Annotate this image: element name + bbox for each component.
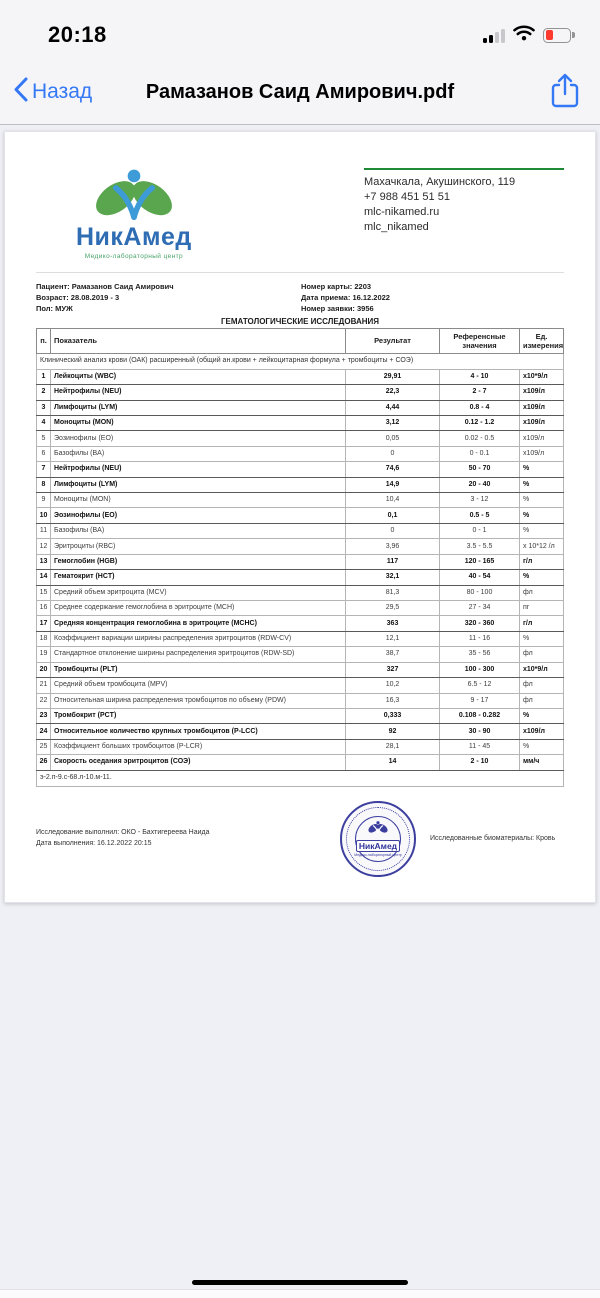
clinic-logo: [76, 168, 192, 260]
row-number: 25: [37, 739, 51, 754]
parameter-name: Гемоглобин (HGB): [51, 554, 346, 569]
row-number: 23: [37, 708, 51, 723]
unit-label: г/л: [520, 554, 564, 569]
reference-range: 0 - 0.1: [440, 446, 520, 461]
table-row: [37, 385, 564, 400]
parameter-name: Средняя концентрация гемоглобина в эритроците (MCHC): [51, 616, 346, 631]
result-value: 0,1: [346, 508, 440, 523]
parameter-name: Лимфоциты (LYM): [51, 400, 346, 415]
reference-range: 50 - 70: [440, 462, 520, 477]
row-number: 3: [37, 400, 51, 415]
table-row: [37, 755, 564, 770]
unit-label: x 10*12 /л: [520, 539, 564, 554]
col-header-result: Результат: [346, 328, 440, 353]
parameter-name: Лейкоциты (WBC): [51, 369, 346, 384]
row-number: 22: [37, 693, 51, 708]
unit-label: %: [520, 493, 564, 508]
unit-label: x10*9/л: [520, 369, 564, 384]
unit-label: %: [520, 708, 564, 723]
clinic-stamp: [340, 801, 416, 877]
table-row: [37, 554, 564, 569]
col-header-unit: Ед. измерения: [520, 328, 564, 353]
result-value: 74,6: [346, 462, 440, 477]
result-value: 92: [346, 724, 440, 739]
row-number: 8: [37, 477, 51, 492]
unit-label: фл: [520, 647, 564, 662]
table-row: [37, 477, 564, 492]
unit-label: %: [520, 739, 564, 754]
reference-range: 40 - 54: [440, 570, 520, 585]
col-header-parameter: Показатель: [51, 328, 346, 353]
col-header-number: п.: [37, 328, 51, 353]
result-value: 29,91: [346, 369, 440, 384]
parameter-name: Средний объем эритроцита (MCV): [51, 585, 346, 600]
table-row: [37, 570, 564, 585]
clinic-tagline: Медико-лабораторный центр: [84, 253, 183, 260]
clock: 20:18: [48, 22, 107, 47]
table-footnote: э-2.п-9.с-68.л-10.м-11.: [37, 770, 564, 786]
parameter-name: Эозинофилы (EO): [51, 508, 346, 523]
clinic-social: mlc_nikamed: [364, 220, 429, 233]
table-row: [37, 508, 564, 523]
result-value: 22,3: [346, 385, 440, 400]
reference-range: 11 - 16: [440, 631, 520, 646]
parameter-name: Тромбокрит (PCT): [51, 708, 346, 723]
row-number: 7: [37, 462, 51, 477]
result-value: 14,9: [346, 477, 440, 492]
table-row: [37, 446, 564, 461]
back-button[interactable]: [14, 77, 92, 107]
unit-label: %: [520, 477, 564, 492]
header-divider: [36, 272, 564, 273]
battery-icon: [543, 28, 575, 43]
reference-range: 3.5 - 5.5: [440, 539, 520, 554]
parameter-name: Среднее содержание гемоглобина в эритроците (MCH): [51, 601, 346, 616]
reference-range: 4 - 10: [440, 369, 520, 384]
panel-subtitle: Клинический анализ крови (ОАК) расширенный (общий ан.крови + лейкоцитарная формула + тромбоциты + СОЭ): [37, 353, 564, 369]
parameter-name: Относительная ширина распределения тромбоцитов по объему (PDW): [51, 693, 346, 708]
result-value: 363: [346, 616, 440, 631]
clinic-phone: +7 988 451 51 51: [364, 190, 450, 203]
table-row: [37, 678, 564, 693]
document-title: Рамазанов Саид Амирович.pdf: [145, 80, 455, 103]
ios-top-chrome: [0, 0, 600, 125]
lab-table-body: [37, 353, 564, 770]
parameter-name: Средний объем тромбоцита (MPV): [51, 678, 346, 693]
reference-range: 120 - 165: [440, 554, 520, 569]
unit-label: фл: [520, 693, 564, 708]
patient-name-line: Пациент: Рамазанов Саид Амирович: [36, 282, 174, 291]
reference-range: 9 - 17: [440, 693, 520, 708]
home-indicator[interactable]: [192, 1280, 408, 1285]
unit-label: x109/л: [520, 415, 564, 430]
result-value: 3,96: [346, 539, 440, 554]
result-value: 0,05: [346, 431, 440, 446]
stamp-clinic-name: НикАмед: [356, 840, 400, 852]
parameter-name: Эритроциты (RBC): [51, 539, 346, 554]
reference-range: 30 - 90: [440, 724, 520, 739]
reference-range: 2 - 10: [440, 755, 520, 770]
parameter-name: Моноциты (MON): [51, 415, 346, 430]
parameter-name: Лимфоциты (LYM): [51, 477, 346, 492]
result-value: 327: [346, 662, 440, 677]
row-number: 6: [37, 446, 51, 461]
reference-range: 35 - 56: [440, 647, 520, 662]
unit-label: %: [520, 523, 564, 538]
share-icon: [550, 98, 580, 113]
patient-info-block: [36, 282, 564, 315]
reference-range: 0.108 - 0.282: [440, 708, 520, 723]
request-number-line: Номер заявки: 3956: [301, 303, 374, 313]
unit-label: x109/л: [520, 431, 564, 446]
row-number: 12: [37, 539, 51, 554]
row-number: 17: [37, 616, 51, 631]
reference-range: 0.5 - 5: [440, 508, 520, 523]
parameter-name: Относительное количество крупных тромбоцитов (P-LCC): [51, 724, 346, 739]
table-row: [37, 616, 564, 631]
result-value: 0: [346, 446, 440, 461]
row-number: 5: [37, 431, 51, 446]
parameter-name: Нейтрофилы (NEU): [51, 462, 346, 477]
parameter-name: Гематокрит (HCT): [51, 570, 346, 585]
row-number: 10: [37, 508, 51, 523]
pdf-viewer-scroll-area[interactable]: [0, 125, 600, 1298]
table-row: [37, 724, 564, 739]
row-number: 13: [37, 554, 51, 569]
row-number: 4: [37, 415, 51, 430]
table-row: [37, 585, 564, 600]
unit-label: %: [520, 462, 564, 477]
result-value: 0: [346, 523, 440, 538]
parameter-name: Моноциты (MON): [51, 493, 346, 508]
stamp-logo-icon: [365, 820, 391, 840]
clinic-contacts: [364, 168, 564, 234]
row-number: 2: [37, 385, 51, 400]
table-row: [37, 523, 564, 538]
admission-date-line: Дата приема: 16.12.2022: [301, 292, 390, 302]
reference-range: 27 - 34: [440, 601, 520, 616]
performed-date: Дата выполнения: 16.12.2022 20:15: [36, 839, 152, 847]
parameter-name: Нейтрофилы (NEU): [51, 385, 346, 400]
wifi-icon: [513, 25, 535, 46]
parameter-name: Эозинофилы (EO): [51, 431, 346, 446]
parameter-name: Стандартное отклонение ширины распределения эритроцитов (RDW-SD): [51, 647, 346, 662]
table-row: [37, 400, 564, 415]
reference-range: 2 - 7: [440, 385, 520, 400]
table-row: [37, 493, 564, 508]
share-button[interactable]: [544, 72, 586, 113]
parameter-name: Тромбоциты (PLT): [51, 662, 346, 677]
table-row: [37, 462, 564, 477]
col-header-reference: Референсные значения: [440, 328, 520, 353]
result-value: 117: [346, 554, 440, 569]
parameter-name: Коэффициент больших тромбоцитов (P-LCR): [51, 739, 346, 754]
table-row: [37, 369, 564, 384]
parameter-name: Базофилы (BA): [51, 446, 346, 461]
parameter-name: Скорость оседания эритроцитов (СОЭ): [51, 755, 346, 770]
table-row: [37, 601, 564, 616]
panel-subtitle-row: [37, 353, 564, 369]
result-value: 28,1: [346, 739, 440, 754]
unit-label: x10*9/л: [520, 662, 564, 677]
stamp-clinic-tagline: Медико-лабораторный центр: [354, 853, 402, 858]
row-number: 24: [37, 724, 51, 739]
result-value: 0,333: [346, 708, 440, 723]
clinic-name: НикАмед: [76, 223, 192, 251]
unit-label: %: [520, 631, 564, 646]
table-row: [37, 739, 564, 754]
back-button-label: Назад: [32, 80, 93, 103]
row-number: 20: [37, 662, 51, 677]
row-number: 1: [37, 369, 51, 384]
result-value: 10,2: [346, 678, 440, 693]
unit-label: %: [520, 508, 564, 523]
row-number: 11: [37, 523, 51, 538]
reference-range: 11 - 45: [440, 739, 520, 754]
result-value: 4,44: [346, 400, 440, 415]
result-value: 16,3: [346, 693, 440, 708]
unit-label: мм/ч: [520, 755, 564, 770]
reference-range: 6.5 - 12: [440, 678, 520, 693]
row-number: 15: [37, 585, 51, 600]
report-footer: [36, 801, 564, 877]
report-header: [36, 168, 564, 260]
unit-label: x109/л: [520, 385, 564, 400]
section-title: ГЕМАТОЛОГИЧЕСКИЕ ИССЛЕДОВАНИЯ: [220, 316, 380, 326]
row-number: 26: [37, 755, 51, 770]
table-row: [37, 539, 564, 554]
result-value: 29,5: [346, 601, 440, 616]
patient-sex-line: Пол: МУЖ: [36, 303, 73, 313]
card-number-line: Номер карты: 2203: [301, 282, 372, 291]
status-bar: [0, 0, 600, 60]
reference-range: 0.8 - 4: [440, 400, 520, 415]
result-value: 32,1: [346, 570, 440, 585]
reference-range: 100 - 300: [440, 662, 520, 677]
table-row: [37, 631, 564, 646]
result-value: 81,3: [346, 585, 440, 600]
reference-range: 0.02 - 0.5: [440, 431, 520, 446]
reference-range: 3 - 12: [440, 493, 520, 508]
row-number: 14: [37, 570, 51, 585]
clinic-website: mlc-nikamed.ru: [364, 205, 440, 218]
cellular-signal-icon: [483, 28, 505, 43]
patient-age-line: Возраст: 28.08.2019 - 3: [36, 292, 120, 302]
lab-results-table: [36, 328, 564, 787]
table-row: [37, 708, 564, 723]
performed-by: Исследование выполнил: ОКО - Бахтигереева Наида: [36, 829, 210, 837]
parameter-name: Базофилы (BA): [51, 523, 346, 538]
reference-range: 0 - 1: [440, 523, 520, 538]
pdf-page: [4, 131, 596, 903]
row-number: 9: [37, 493, 51, 508]
unit-label: x109/л: [520, 400, 564, 415]
parameter-name: Коэффициент вариации ширины распределения эритроцитов (RDW-CV): [51, 631, 346, 646]
biomaterials-note: Исследованные биоматериалы: Кровь: [430, 835, 556, 843]
table-footnote-row: [37, 770, 564, 786]
reference-range: 320 - 360: [440, 616, 520, 631]
result-value: 38,7: [346, 647, 440, 662]
reference-range: 0.12 - 1.2: [440, 415, 520, 430]
unit-label: x109/л: [520, 724, 564, 739]
result-value: 12,1: [346, 631, 440, 646]
reference-range: 80 - 100: [440, 585, 520, 600]
reference-range: 20 - 40: [440, 477, 520, 492]
clinic-address: Махачкала, Акушинского, 119: [364, 176, 516, 188]
row-number: 18: [37, 631, 51, 646]
table-row: [37, 693, 564, 708]
unit-label: г/л: [520, 616, 564, 631]
unit-label: фл: [520, 678, 564, 693]
unit-label: пг: [520, 601, 564, 616]
result-value: 14: [346, 755, 440, 770]
table-row: [37, 662, 564, 677]
result-value: 3,12: [346, 415, 440, 430]
unit-label: %: [520, 570, 564, 585]
result-value: 10,4: [346, 493, 440, 508]
table-row: [37, 647, 564, 662]
unit-label: x109/л: [520, 446, 564, 461]
table-header-row: [37, 328, 564, 353]
table-row: [37, 431, 564, 446]
row-number: 19: [37, 647, 51, 662]
table-row: [37, 415, 564, 430]
navigation-bar: [0, 60, 600, 124]
bottom-strip: [0, 1289, 600, 1298]
unit-label: фл: [520, 585, 564, 600]
row-number: 21: [37, 678, 51, 693]
chevron-left-icon: [14, 77, 28, 107]
row-number: 16: [37, 601, 51, 616]
